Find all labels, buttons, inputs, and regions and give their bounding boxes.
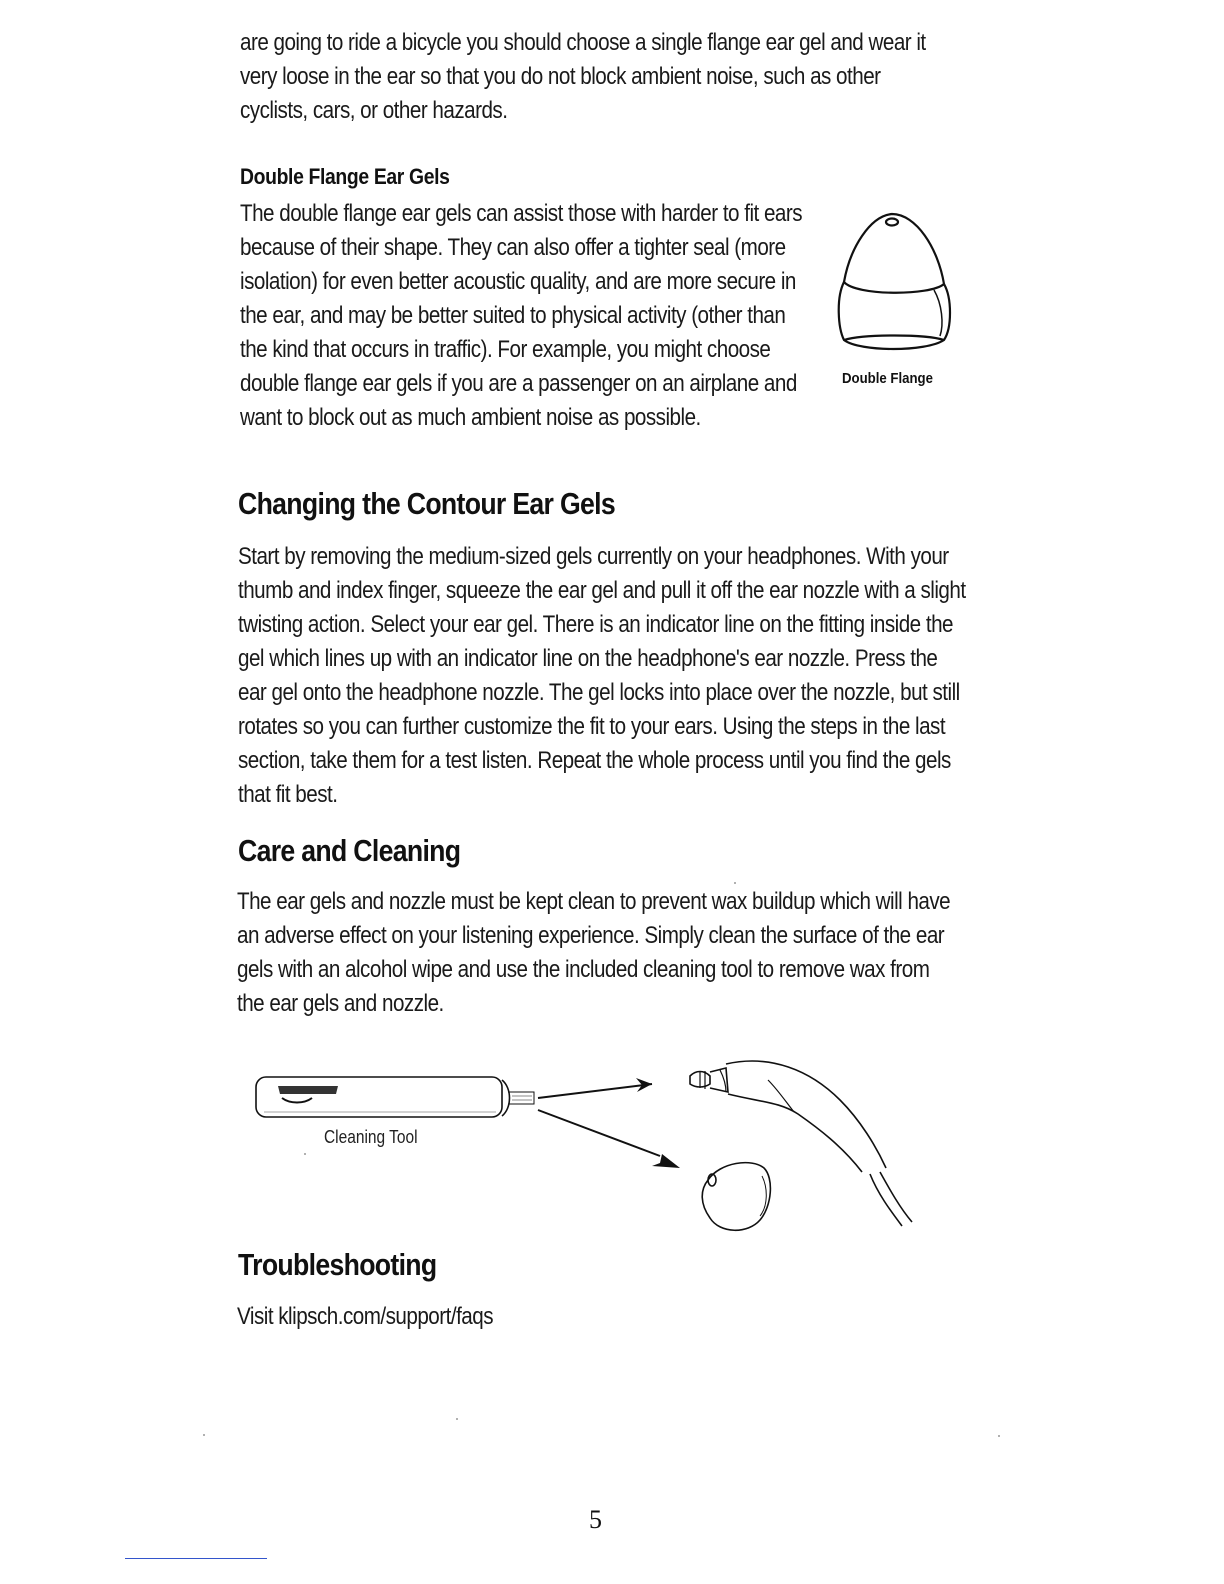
cleaning-tool-caption: Cleaning Tool [324,1127,418,1147]
double-flange-subheading: Double Flange Ear Gels [240,164,450,189]
troubleshooting-link-text[interactable]: Visit klipsch.com/support/faqs [237,1303,494,1330]
scan-speck [456,1418,458,1420]
scan-speck [998,1435,1000,1437]
changing-ear-gels-paragraph: Start by removing the medium-sized gels currently on your headphones. With your thumb and index finger, squeeze the ear gel and pull it off the ear nozzle with a slight twisting action. Select your ear gel. There is an indicator line on the fitting inside the gel which lines up with an indicator line on the headphone's ear nozzle. Press the ear gel onto the headphone nozzle. The gel locks into place over the nozzle, but still rotates so you can further customize the fit to your ears. Using the steps in the last section, take them for a test listen. Repeat the whole process until you find the gels that fit best. [238,543,966,808]
intro-continued-paragraph: are going to ride a bicycle you should choose a single flange ear gel and wear it very loose in the ear so that you do not block ambient noise, such as other cyclists, cars, or other hazards. [240,29,926,124]
page-number: 5 [589,1505,602,1534]
double-flange-caption: Double Flange [842,370,933,387]
double-flange-ear-gel-illustration [830,208,960,358]
troubleshooting-heading: Troubleshooting [238,1247,437,1282]
footnote-rule [125,1558,267,1559]
scan-speck [203,1434,205,1436]
cleaning-tool-illustration [250,1050,930,1260]
scan-speck [304,1153,306,1155]
scan-speck [734,882,736,884]
care-cleaning-paragraph: The ear gels and nozzle must be kept clean to prevent wax buildup which will have an adverse effect on your listening experience. Simply clean the surface of the ear gels with an alcohol wipe and use the included cleaning tool to remove wax from the ear gels and nozzle. [237,888,951,1017]
care-cleaning-heading: Care and Cleaning [238,833,461,868]
changing-ear-gels-heading: Changing the Contour Ear Gels [238,486,616,521]
double-flange-paragraph: The double flange ear gels can assist those with harder to fit ears because of their shape. They can also offer a tighter seal (more isolation) for even better acoustic quality, and are more secure in the ear, and may be better suited to physical activity (other than the kind that occurs in traffic). For example, you might choose double flange ear gels if you are a passenger on an airplane and want to block out as much ambient noise as possible. [240,200,803,431]
